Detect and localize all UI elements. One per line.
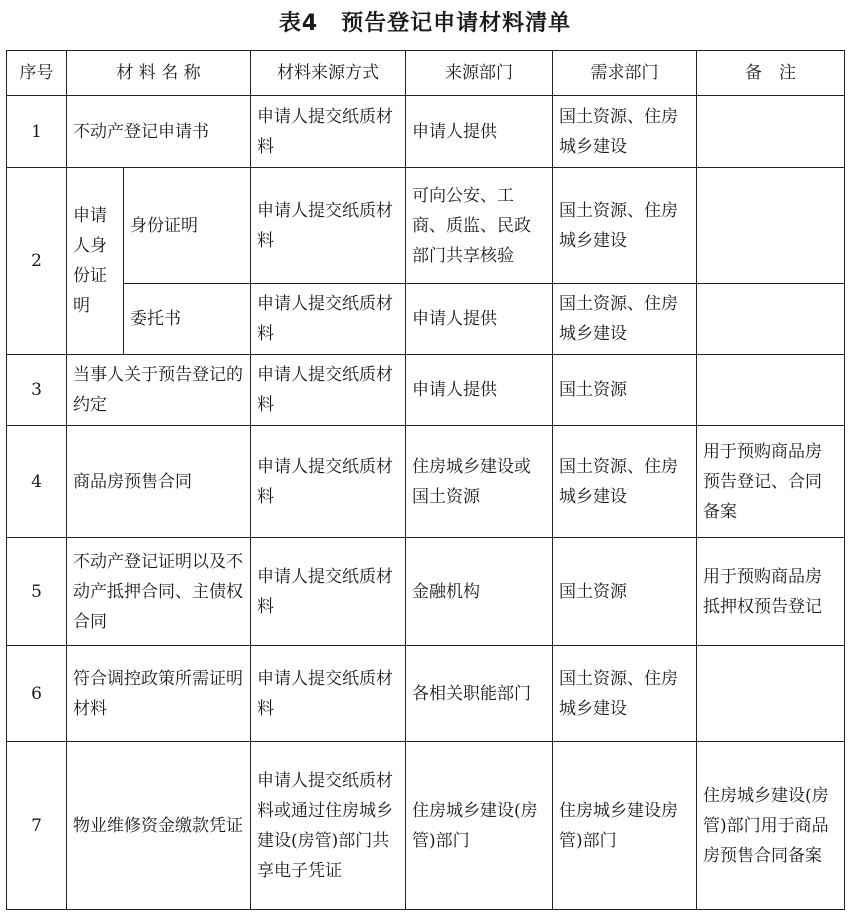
row-source-dept: 申请人提供: [406, 355, 553, 426]
row-source-dept: 申请人提供: [406, 284, 553, 355]
row-remark: [697, 96, 845, 168]
row-remark: [697, 284, 845, 355]
row-source-dept: 住房城乡建设或国土资源: [406, 426, 553, 538]
row-material-name: 物业维修资金缴款凭证: [67, 742, 251, 910]
row-source-method: 申请人提交纸质材料: [251, 355, 406, 426]
table-title: 表4 预告登记申请材料清单: [278, 11, 572, 36]
row-material-name: 不动产登记申请书: [67, 96, 251, 168]
row-remark: [697, 355, 845, 426]
row-demand-dept: 国土资源: [553, 355, 697, 426]
row-demand-dept: 国土资源、住房城乡建设: [553, 426, 697, 538]
row-demand-dept: 国土资源、住房城乡建设: [553, 646, 697, 742]
row-material-name: 商品房预售合同: [67, 426, 251, 538]
row-remark: 用于预购商品房预告登记、合同备案: [697, 426, 845, 538]
row-source-dept: 住房城乡建设(房管)部门: [406, 742, 553, 910]
row-source-dept: 各相关职能部门: [406, 646, 553, 742]
row-seq: 7: [7, 742, 67, 910]
table-row: [7, 538, 845, 646]
row-remark: 用于预购商品房抵押权预告登记: [697, 538, 845, 646]
header-seq: 序号: [7, 51, 67, 96]
header-row: [7, 51, 845, 96]
row-sub-material-name: 委托书: [124, 284, 251, 355]
table-row: [7, 646, 845, 742]
row-seq: 2: [7, 168, 67, 355]
row-seq: 1: [7, 96, 67, 168]
row-demand-dept: 国土资源、住房城乡建设: [553, 168, 697, 284]
header-remark: 备 注: [697, 51, 845, 96]
row-remark: 住房城乡建设(房管)部门用于商品房预售合同备案: [697, 742, 845, 910]
row-demand-dept: 国土资源、住房城乡建设: [553, 284, 697, 355]
table-row: [7, 355, 845, 426]
row-seq: 6: [7, 646, 67, 742]
row-material-name: 不动产登记证明以及不动产抵押合同、主债权合同: [67, 538, 251, 646]
header-source-method: 材料来源方式: [251, 51, 406, 96]
row-sub-material-name: 身份证明: [124, 168, 251, 284]
row-seq: 5: [7, 538, 67, 646]
row-remark: [697, 168, 845, 284]
row-source-method: 申请人提交纸质材料: [251, 426, 406, 538]
materials-table: [6, 50, 845, 910]
header-name: 材 料 名 称: [67, 51, 251, 96]
row-material-name: 符合调控政策所需证明材料: [67, 646, 251, 742]
table-row: [7, 168, 845, 284]
row-source-method: 申请人提交纸质材料: [251, 646, 406, 742]
row-source-method: 申请人提交纸质材料: [251, 538, 406, 646]
row-source-dept: 可向公安、工商、质监、民政部门共享核验: [406, 168, 553, 284]
header-source-dept: 来源部门: [406, 51, 553, 96]
row-demand-dept: 国土资源、住房城乡建设: [553, 96, 697, 168]
row-demand-dept: 国土资源: [553, 538, 697, 646]
row-demand-dept: 住房城乡建设房管)部门: [553, 742, 697, 910]
row-source-dept: 金融机构: [406, 538, 553, 646]
row-source-method: 申请人提交纸质材料: [251, 284, 406, 355]
header-demand-dept: 需求部门: [553, 51, 697, 96]
row-source-method: 申请人提交纸质材料: [251, 96, 406, 168]
table-row: [7, 284, 845, 355]
table-row: [7, 96, 845, 168]
table-row: [7, 426, 845, 538]
table-row: [7, 742, 845, 910]
row-source-method: 申请人提交纸质材料或通过住房城乡建设(房管)部门共享电子凭证: [251, 742, 406, 910]
row-material-name: 当事人关于预告登记的约定: [67, 355, 251, 426]
row-seq: 4: [7, 426, 67, 538]
row-source-dept: 申请人提供: [406, 96, 553, 168]
row-group-name: 申请人身份证明: [67, 168, 124, 355]
row-seq: 3: [7, 355, 67, 426]
row-source-method: 申请人提交纸质材料: [251, 168, 406, 284]
row-remark: [697, 646, 845, 742]
